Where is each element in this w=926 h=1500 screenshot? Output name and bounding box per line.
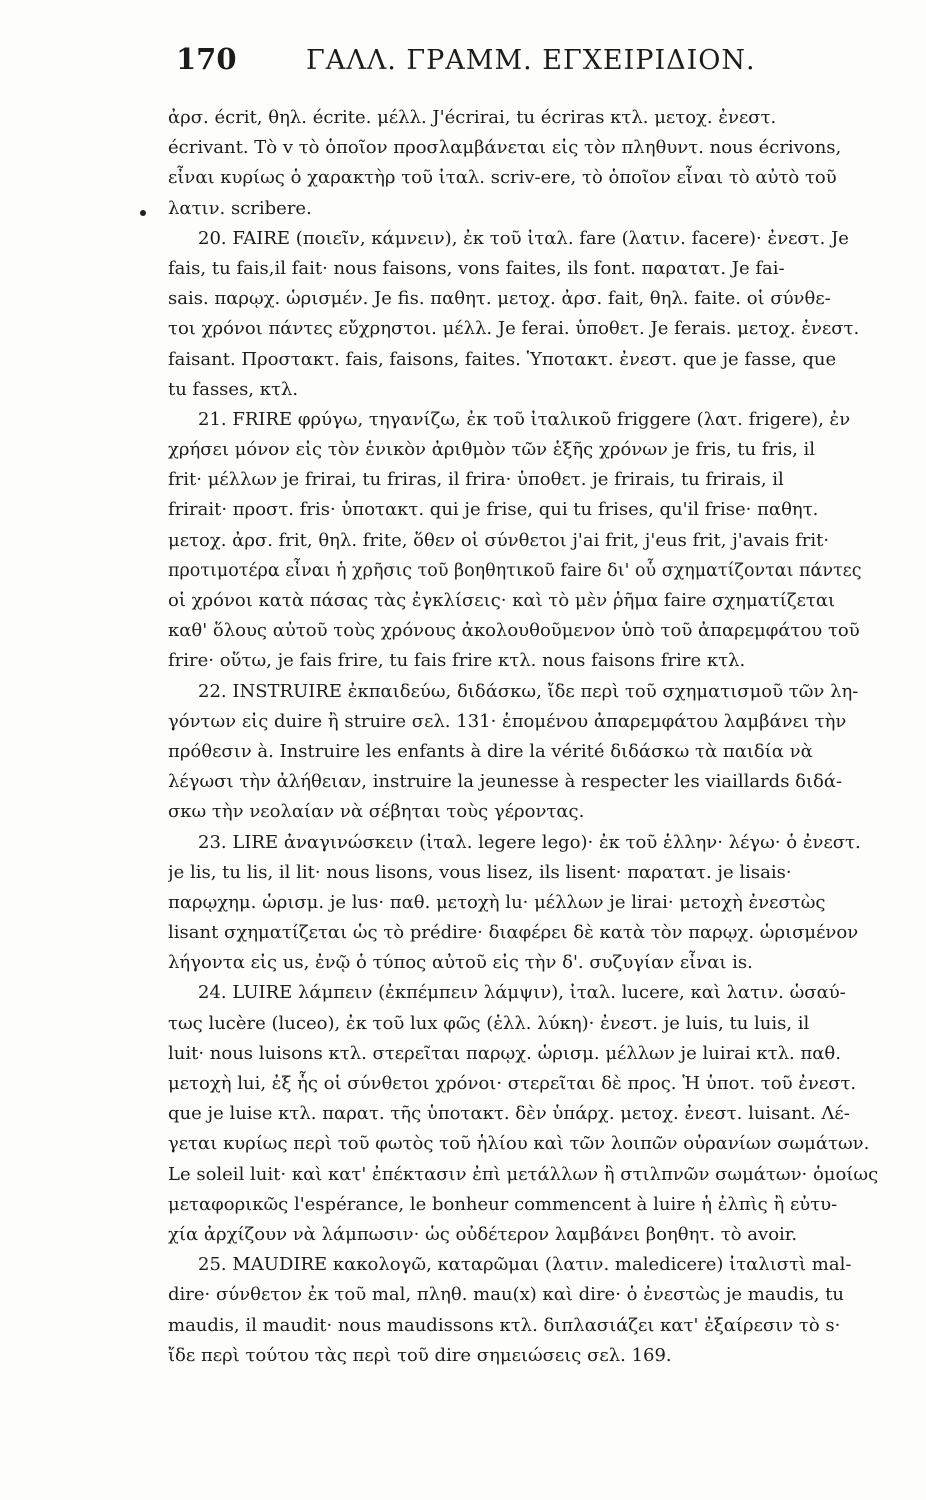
text-line: πρόθεσιν à. Instruire les enfants à dire la vérité διδάσκω τὰ παιδία νὰ [168,740,813,762]
text-line: 23. LIRE ἀναγινώσκειν (ἰταλ. legere lego)· ἐκ τοῦ ἑλλην· λέγω· ὁ ἐνεστ. [198,831,861,853]
text-line: χρήσει μόνον εἰς τὸν ἑνικὸν ἀριθμὸν τῶν ἑξῆς χρόνων je fris, tu fris, il [168,439,816,461]
text-line: τως lucère (luceo), ἐκ τοῦ lux φῶς (ἑλλ. λύκη)· ἐνεστ. je luis, tu luis, il [168,1012,810,1034]
text-line: 20. FAIRE (ποιεῖν, κάμνειν), ἐκ τοῦ ἰταλ. fare (λατιν. facere)· ἐνεστ. Je [198,227,849,249]
body-text [168,103,878,1371]
text-line: προτιμοτέρα εἶναι ἡ χρῆσις τοῦ βοηθητικοῦ faire δι' οὗ σχηματίζονται πάντες [168,560,862,581]
text-line: λέγωσι τὴν ἀλήθειαν, instruire la jeunesse à respecter les viaillards διδά- [168,771,843,793]
text-line: frit· μέλλων je frirai, tu friras, il frira· ὑποθετ. je frirais, tu frirais, il [168,469,784,491]
text-line: dire· σύνθετον ἐκ τοῦ mal, πληθ. mau(x) καὶ dire· ὁ ἐνεστὼς je maudis, tu [168,1284,844,1306]
text-line: μεταφορικῶς l'espérance, le bonheur commencent à luire ἡ ἐλπὶς ἢ εὐτυ- [168,1193,838,1215]
running-title: ΓΑΛΛ. ΓΡΑΜΜ. ΕΓΧΕΙΡΙΔΙΟΝ. [306,45,756,76]
text-line: ἴδε περὶ τούτου τὰς περὶ τοῦ dire σημειώσεις σελ. 169. [168,1344,672,1366]
text-line: 21. FRIRE φρύγω, τηγανίζω, ἐκ τοῦ ἰταλικοῦ friggere (λατ. frigere), ἐν [198,408,851,430]
margin-mark [140,210,146,216]
text-line: μετοχὴ lui, ἐξ ἧς οἱ σύνθετοι χρόνοι· στερεῖται δὲ προς. Ἡ ὑποτ. τοῦ ἐνεστ. [168,1073,857,1094]
text-line: tu fasses, κτλ. [168,378,299,400]
text-line: 24. LUIRE λάμπειν (ἐκπέμπειν λάμψιν), ἰταλ. lucere, καὶ λατιν. ὡσαύ- [198,982,846,1004]
text-line: maudis, il maudit· nous maudissons κτλ. διπλασιάζει κατ' ἐξαίρεσιν τὸ s· [168,1314,841,1336]
text-line: ἀρσ. écrit, θηλ. écrite. μέλλ. J'écrirai, tu écriras κτλ. μετοχ. ἐνεστ. [168,107,777,128]
text-line: λήγοντα εἰς us, ἐνῷ ὁ τύπος αὐτοῦ εἰς τὴν δ'. συζυγίαν εἶναι is. [168,952,753,974]
text-line: καθ' ὅλους αὐτοῦ τοὺς χρόνους ἀκολουθοῦμενον ὑπὸ τοῦ ἀπαρεμφάτου τοῦ [168,620,860,642]
text-line: οἱ χρόνοι κατὰ πάσας τὰς ἐγκλίσεις· καὶ τὸ μὲν ῥῆμα faire σχηματίζεται [168,590,836,611]
text-line: χία ἀρχίζουν νὰ λάμπωσιν· ὡς οὐδέτερον λαμβάνει βοηθητ. τὸ avoir. [168,1223,798,1245]
text-line: 22. INSTRUIRE ἐκπαιδεύω, διδάσκω, ἴδε περὶ τοῦ σχηματισμοῦ τῶν λη- [198,680,859,702]
text-line: παρῳχημ. ὡρισμ. je lus· παθ. μετοχὴ lu· μέλλων je lirai· μετοχὴ ἐνεστὼς [168,891,826,913]
text-line: εἶναι κυρίως ὁ χαρακτὴρ τοῦ ἰταλ. scriv-ere, τὸ ὁποῖον εἶναι τὸ αὐτὸ τοῦ [168,167,837,189]
page-number: 170 [176,42,237,76]
text-line: frire· οὕτω, je fais frire, tu fais frire κτλ. nous faisons frire κτλ. [168,650,746,672]
text-line: μετοχ. ἀρσ. frit, θηλ. frite, ὅθεν οἱ σύνθετοι j'ai frit, j'eus frit, j'avais frit· [168,529,830,551]
text-line: faisant. Προστακτ. fais, faisons, faites. Ὑποτακτ. ἐνεστ. que je fasse, que [168,348,837,370]
text-line: je lis, tu lis, il lit· nous lisons, vous lisez, ils lisent· παρατατ. je lisais· [168,861,792,883]
text-line: λατιν. scribere. [168,197,312,219]
text-line: sais. παρῳχ. ὡρισμέν. Je fis. παθητ. μετοχ. ἀρσ. fait, θηλ. faite. οἱ σύνθε- [168,288,831,310]
text-line: que je luise κτλ. παρατ. τῆς ὑποτακτ. δὲν ὑπάρχ. μετοχ. ἐνεστ. luisant. Λέ- [168,1103,850,1125]
text-line: lisant σχηματίζεται ὡς τὸ prédire· διαφέρει δὲ κατὰ τὸν παρῳχ. ὡρισμένον [168,922,859,944]
text-line: luit· nous luisons κτλ. στερεῖται παρῳχ. ὡρισμ. μέλλων je luirai κτλ. παθ. [168,1042,841,1064]
page-header [176,42,876,86]
text-line: σκω τὴν νεολαίαν νὰ σέβηται τοὺς γέροντας. [168,801,585,823]
text-line: γόντων εἰς duire ἢ struire σελ. 131· ἑπομένου ἀπαρεμφάτου λαμβάνει τὴν [168,710,847,732]
text-line: frirait· προστ. fris· ὑποτακτ. qui je frise, qui tu frises, qu'il frise· παθητ. [168,499,819,521]
text-line: Le soleil luit· καὶ κατ' ἐπέκτασιν ἐπὶ μετάλλων ἢ στιλπνῶν σωμάτων· ὁμοίως [168,1163,878,1185]
text-line: γεται κυρίως περὶ τοῦ φωτὸς τοῦ ἡλίου καὶ τῶν λοιπῶν οὐρανίων σωμάτων. [168,1133,870,1155]
text-line: 25. MAUDIRE κακολογῶ, καταρῶμαι (λατιν. maledicere) ἰταλιστὶ mal- [198,1254,852,1276]
text-line: fais, tu fais,il fait· nous faisons, vons faites, ils font. παρατατ. Je fai- [168,257,785,279]
text-line: écrivant. Τὸ v τὸ ὁποῖον προσλαμβάνεται εἰς τὸν πληθυντ. nous écrivons, [168,137,842,159]
text-line: τοι χρόνοι πάντες εὔχρηστοι. μέλλ. Je ferai. ὑποθετ. Je ferais. μετοχ. ἐνεστ. [168,318,860,340]
